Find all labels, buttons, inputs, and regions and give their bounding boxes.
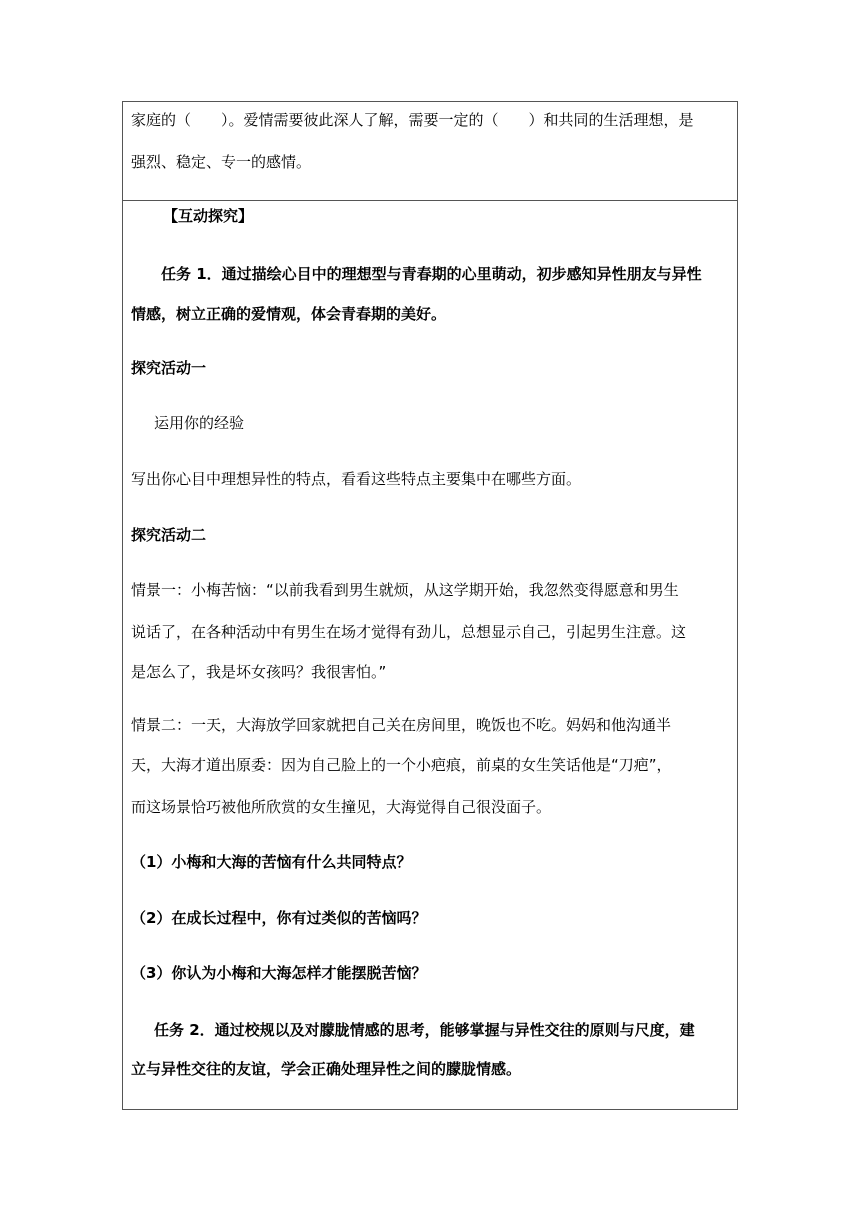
question-2: （2）在成长过程中，你有过类似的苦恼吗？ [131,909,427,927]
task1-line2: 情感，树立正确的爱情观，体会青春期的美好。 [131,305,447,323]
scene1-line3: 是怎么了，我是坏女孩吗？我很害怕。” [131,663,387,681]
task1-line1: 任务 1．通过描绘心目中的理想型与青春期的心里萌动，初步感知异性朋友与异性 [161,265,702,283]
activity1-text: 写出你心目中理想异性的特点，看看这些特点主要集中在哪些方面。 [131,470,582,488]
question-3: （3）你认为小梅和大海怎样才能摆脱苦恼？ [131,964,427,982]
cell1-line1: 家庭的（ ）。爱情需要彼此深人了解，需要一定的（ ）和共同的生活理想，是 [131,111,694,129]
row-divider [123,200,737,201]
document-table [122,101,738,1110]
cell1-line2: 强烈、稳定、专一的感情。 [131,153,312,171]
task2-line2: 立与异性交往的友谊，学会正确处理异性之间的朦胧情感。 [131,1060,522,1078]
activity1-subtitle: 运用你的经验 [154,414,245,432]
scene2-line1: 情景二：一天，大海放学回家就把自己关在房间里，晚饭也不吃。妈妈和他沟通半 [131,716,672,734]
scene1-line1: 情景一：小梅苦恼：“以前我看到男生就烦，从这学期开始，我忽然变得愿意和男生 [131,581,679,599]
activity2-title: 探究活动二 [131,526,207,544]
task2-line1: 任务 2．通过校规以及对朦胧情感的思考，能够掌握与异性交往的原则与尺度，建 [154,1021,695,1039]
scene2-line3: 而这场景恰巧被他所欣赏的女生撞见，大海觉得自己很没面子。 [131,798,552,816]
activity1-title: 探究活动一 [131,359,207,377]
section-title: 【互动探究】 [163,207,254,225]
scene1-line2: 说话了，在各种活动中有男生在场才觉得有劲儿，总想显示自己，引起男生注意。这 [131,623,687,641]
question-1: （1）小梅和大海的苦恼有什么共同特点？ [131,853,412,871]
scene2-line2: 天，大海才道出原委：因为自己脸上的一个小疤痕，前桌的女生笑话他是“刀疤”， [131,756,672,774]
